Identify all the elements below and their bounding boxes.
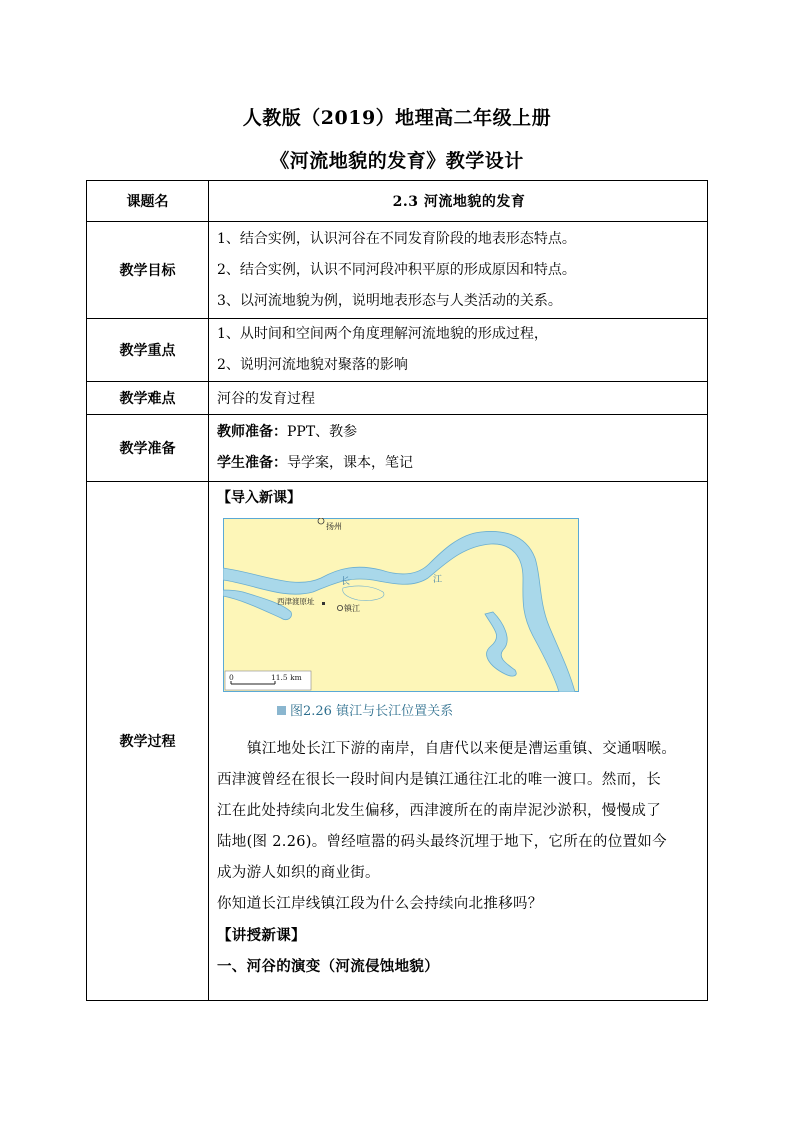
difficulties-cell	[209, 382, 708, 415]
caption-square-icon	[277, 706, 286, 715]
student-preparation-value: 导学案，课本，笔记	[287, 455, 413, 471]
document-title: 人教版（2019）地理高二年级上册	[242, 107, 552, 129]
yangzhou-label: 扬州	[326, 522, 342, 531]
key-points-cell	[209, 319, 708, 382]
scale-start: 0	[229, 673, 234, 682]
objective-item: 3、以河流地貌为例，说明地表形态与人类活动的关系。	[217, 292, 562, 309]
objective-item: 1、结合实例，认识河谷在不同发育阶段的地表形态特点。	[217, 230, 576, 247]
preparation-label: 教学准备	[87, 415, 209, 482]
document-subtitle: 《河流地貌的发育》教学设计	[270, 150, 524, 172]
teacher-preparation	[217, 417, 701, 448]
difficulties-label: 教学难点	[87, 382, 209, 415]
objectives-label: 教学目标	[87, 222, 209, 319]
preparation-cell	[209, 415, 708, 482]
student-preparation	[217, 448, 701, 479]
river-label-1: 长	[341, 577, 351, 587]
ferry-label: 西津渡原址	[277, 597, 315, 606]
figure-caption-text: 图2.26 镇江与长江位置关系	[290, 704, 454, 719]
objective-item: 2、结合实例，认识不同河段冲积平原的形成原因和特点。	[217, 261, 576, 278]
teacher-preparation-value: PPT、教参	[287, 424, 358, 440]
process-cell	[209, 482, 708, 1001]
zhenjiang-yangtze-map	[223, 518, 579, 692]
row-key-points	[87, 319, 708, 382]
student-preparation-label: 学生准备：	[217, 455, 287, 471]
intro-paragraph	[217, 734, 701, 982]
topic-value: 2.3 河流地貌的发育	[392, 194, 526, 210]
objectives-cell	[209, 222, 708, 319]
difficulties-value: 河谷的发育过程	[217, 391, 315, 407]
key-point-item: 1、从时间和空间两个角度理解河流地貌的形成过程，	[217, 326, 548, 342]
lesson-plan-table	[86, 180, 708, 1001]
lecture-heading: 【讲授新课】	[217, 927, 306, 944]
zhenjiang-label: 镇江	[344, 604, 360, 613]
paragraph-line: 成为游人如织的商业街。	[217, 865, 380, 881]
map-figure	[223, 518, 579, 692]
row-topic	[87, 181, 708, 222]
river-label-2: 江	[433, 575, 443, 585]
figure-caption	[277, 702, 701, 722]
scale-end: 11.5 km	[271, 673, 302, 682]
row-preparation	[87, 415, 708, 482]
paragraph-line: 江在此处持续向北发生偏移，西津渡所在的南岸泥沙淤积，慢慢成了	[217, 803, 661, 819]
section1-heading: 一、河谷的演变（河流侵蚀地貌）	[217, 958, 439, 975]
paragraph-line: 镇江地处长江下游的南岸，自唐代以来便是漕运重镇、交通咽喉。	[247, 741, 677, 757]
question-line: 你知道长江岸线镇江段为什么会持续向北推移吗？	[217, 896, 543, 912]
topic-label: 课题名	[87, 181, 209, 222]
teacher-preparation-label: 教师准备：	[217, 424, 287, 440]
yangzhou-marker	[318, 518, 324, 524]
topic-cell	[209, 181, 708, 222]
process-label: 教学过程	[87, 482, 209, 1001]
paragraph-line: 陆地(图 2.26)。曾经喧嚣的码头最终沉埋于地下，它所在的位置如今	[217, 834, 667, 850]
row-process	[87, 482, 708, 1001]
key-points-label: 教学重点	[87, 319, 209, 382]
ferry-marker	[322, 602, 325, 605]
intro-heading: 【导入新课】	[217, 490, 301, 506]
row-difficulties	[87, 382, 708, 415]
paragraph-line: 西津渡曾经在很长一段时间内是镇江通往江北的唯一渡口。然而，长	[217, 772, 661, 788]
row-objectives	[87, 222, 708, 319]
zhenjiang-marker	[337, 605, 342, 610]
key-point-item: 2、说明河流地貌对聚落的影响	[217, 357, 408, 373]
